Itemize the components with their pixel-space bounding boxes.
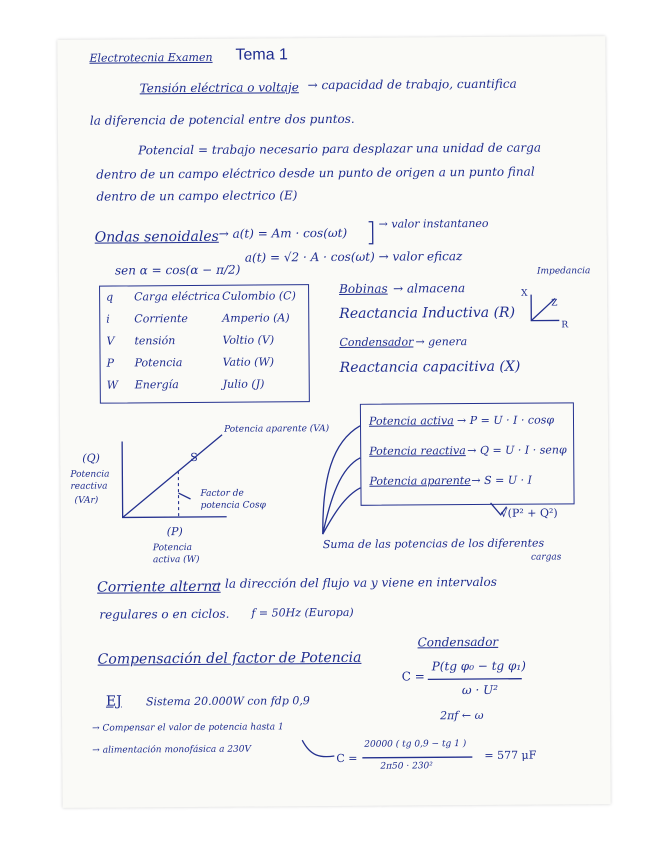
q-unit: (VAr) bbox=[74, 495, 99, 506]
inductive-reactance: Reactancia Inductiva (R) bbox=[339, 304, 516, 322]
sine-eq1-note: → valor instantaneo bbox=[378, 216, 489, 231]
notebook-page bbox=[57, 36, 610, 808]
condensador-title: Condensador bbox=[417, 634, 499, 650]
pythagoras-root: √(P² + Q²) bbox=[500, 506, 558, 520]
result-arrow bbox=[302, 740, 334, 757]
unit-symbol: W bbox=[106, 378, 119, 392]
apparent-power-vector bbox=[122, 435, 223, 518]
q-text2: reactiva bbox=[70, 481, 108, 492]
apparent-power-eq: → S = U · I bbox=[471, 473, 533, 488]
capacitance-numerator: P(tg φ₀ − tg φ₁) bbox=[431, 658, 526, 674]
impedance-title: Impedancia bbox=[536, 266, 591, 277]
brace-top bbox=[322, 426, 361, 534]
voltage-def-line1: → capacidad de trabajo, cuantifica bbox=[307, 76, 517, 93]
ac-line2: regulares o en ciclos. bbox=[99, 606, 230, 622]
impedance-r-label: R bbox=[561, 320, 569, 331]
reactive-power-eq: → Q = U · I · senφ bbox=[467, 443, 567, 458]
result-value: = 577 μF bbox=[484, 748, 537, 762]
sum-note-line1: Suma de las potencias de los diferentes bbox=[322, 536, 545, 552]
factor-text2: potencia Cosφ bbox=[200, 500, 266, 511]
potential-line1: Potencial = trabajo necesario para desplazar una unidad de carga bbox=[138, 140, 542, 158]
unit-name: Potencia bbox=[134, 356, 183, 370]
unit-value: Amperio (A) bbox=[222, 311, 290, 325]
sum-note-line2: cargas bbox=[530, 552, 562, 563]
unit-name: Corriente bbox=[134, 312, 188, 326]
example-label: EJ bbox=[105, 693, 122, 710]
capacitive-reactance: Reactancia capacitiva (X) bbox=[339, 358, 521, 376]
coils-label: Bobinas bbox=[339, 281, 388, 296]
potential-line2: dentro de un campo eléctrico desde un punto de origen a un punto final bbox=[96, 164, 535, 182]
p-label: (P) bbox=[166, 525, 183, 539]
topic-title: Tema 1 bbox=[235, 46, 288, 64]
example-bullet2: → alimentación monofásica a 230V bbox=[92, 744, 252, 756]
apparent-power-label-box: Potencia aparente bbox=[369, 474, 471, 488]
unit-symbol: i bbox=[106, 312, 110, 326]
capacitor-note: → genera bbox=[415, 335, 468, 349]
factor-text1: Factor de bbox=[200, 488, 244, 499]
unit-value: Vatio (W) bbox=[222, 355, 275, 369]
unit-name: Energía bbox=[134, 378, 179, 392]
subject-title: Electrotecnia Examen bbox=[89, 50, 213, 65]
active-power-eq: → P = U · I · cosφ bbox=[456, 413, 555, 428]
impedance-z-label: Z bbox=[551, 298, 558, 309]
p-text1: Potencia bbox=[152, 542, 193, 554]
result-lhs: C = bbox=[336, 751, 358, 765]
ink-drawings bbox=[57, 36, 610, 808]
result-numerator: 20000 ( tg 0,9 − tg 1 ) bbox=[364, 739, 467, 750]
unit-value: Voltio (V) bbox=[222, 333, 275, 347]
root-tick bbox=[491, 503, 507, 515]
coils-note: → almacena bbox=[393, 281, 466, 296]
factor-arrow bbox=[178, 493, 190, 499]
voltage-def-line2: la diferencia de potencial entre dos puntos. bbox=[89, 111, 355, 128]
capacitor-label: Condensador bbox=[339, 335, 414, 349]
example-bullet1: → Compensar el valor de potencia hasta 1 bbox=[92, 722, 284, 734]
omega-def: 2πf ← ω bbox=[440, 708, 484, 723]
unit-symbol: V bbox=[106, 334, 115, 348]
sine-identity: sen α = cos(α − π/2) bbox=[114, 262, 241, 278]
triangle-axes bbox=[122, 441, 227, 518]
capacitance-denominator: ω · U² bbox=[461, 682, 499, 698]
compensation-heading: Compensación del factor de Potencia bbox=[97, 649, 362, 668]
active-power-label: Potencia activa bbox=[368, 414, 454, 428]
result-denominator: 2π50 · 230² bbox=[380, 761, 433, 772]
ac-line1: → la dirección del flujo va y viene en intervalos bbox=[211, 574, 497, 591]
result-fraction-bar bbox=[362, 757, 472, 758]
example-text: Sistema 20.000W con fdp 0,9 bbox=[145, 694, 310, 709]
unit-name: Carga eléctrica bbox=[134, 289, 221, 304]
impedance-vector bbox=[531, 298, 558, 320]
p-text2: activa (W) bbox=[152, 554, 200, 566]
bracket-mark bbox=[369, 222, 373, 244]
unit-symbol: P bbox=[106, 356, 115, 370]
q-label: (Q) bbox=[82, 451, 100, 465]
unit-symbol: q bbox=[106, 290, 114, 304]
sine-heading: Ondas senoidales bbox=[94, 228, 219, 246]
ac-heading: Corriente alterna bbox=[97, 578, 221, 596]
q-text1: Potencia bbox=[70, 469, 110, 480]
impedance-x-label: X bbox=[521, 288, 528, 299]
sine-eq2: a(t) = √2 · A · cos(ωt) → valor eficaz bbox=[244, 249, 463, 265]
capacitance-fraction-bar bbox=[428, 679, 522, 680]
reactive-power-label: Potencia reactiva bbox=[369, 444, 466, 458]
sine-eq1: → a(t) = Am · cos(ωt) bbox=[218, 225, 348, 241]
unit-value: Culombio (C) bbox=[222, 289, 296, 303]
capacitance-lhs: C = bbox=[401, 669, 425, 684]
apparent-power-label: Potencia aparente (VA) bbox=[224, 424, 330, 435]
ac-frequency: f = 50Hz (Europa) bbox=[251, 605, 354, 620]
potential-line3: dentro de un campo electrico (E) bbox=[96, 188, 298, 204]
unit-value: Julio (J) bbox=[222, 377, 265, 391]
unit-name: tensión bbox=[134, 334, 176, 348]
brace-mid bbox=[322, 458, 361, 534]
s-label: S bbox=[190, 450, 198, 465]
voltage-heading: Tensión eléctrica o voltaje bbox=[139, 80, 299, 96]
